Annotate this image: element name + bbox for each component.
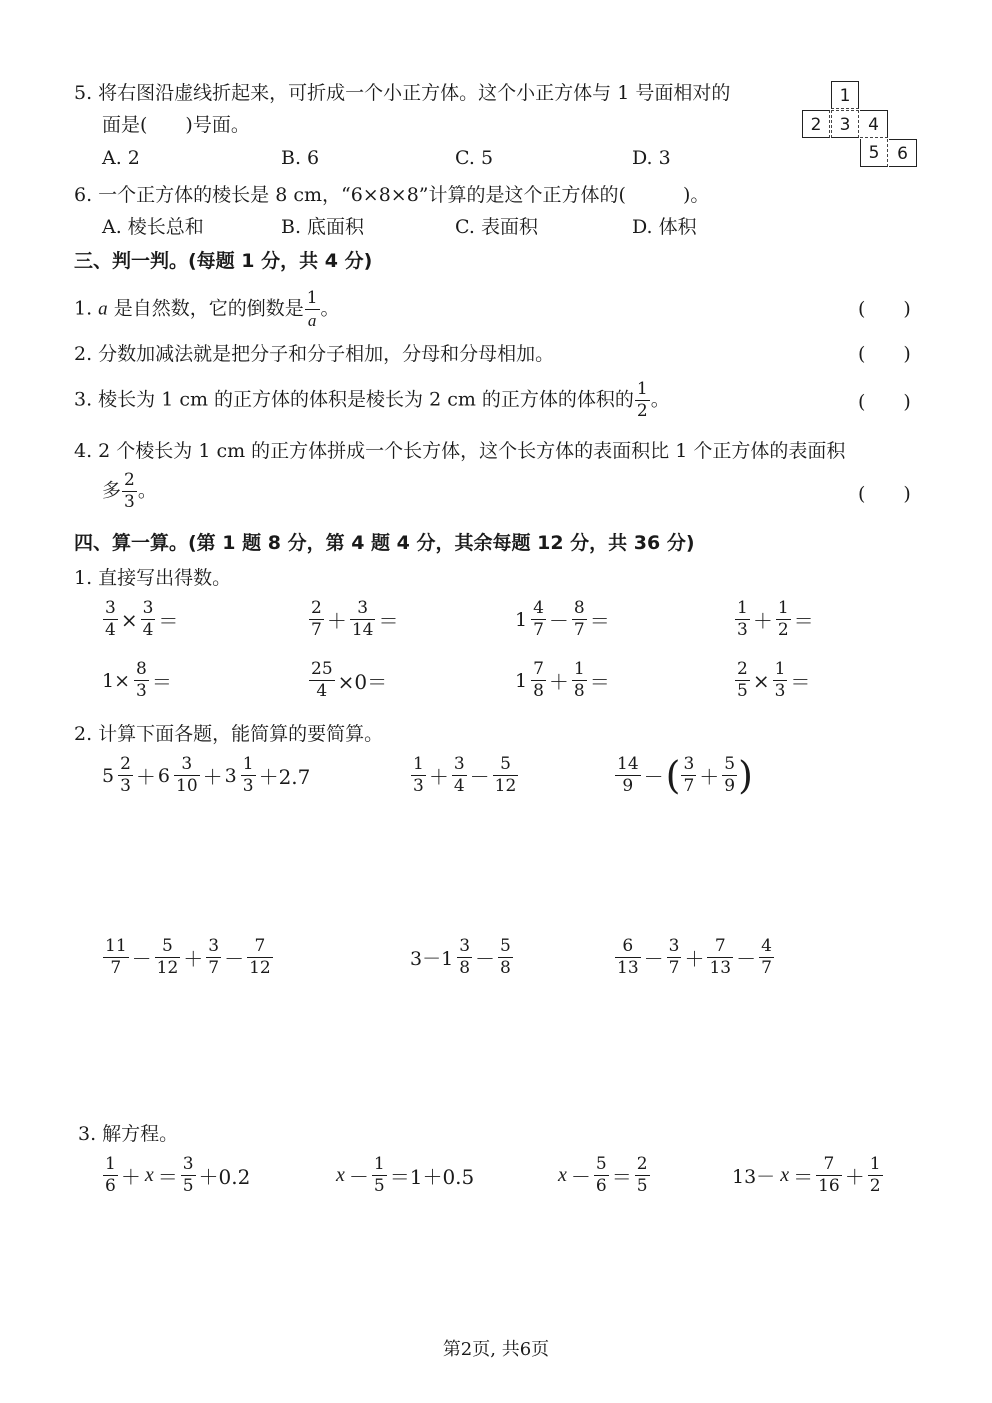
cube-net-figure bbox=[802, 81, 922, 169]
part1-title: 1. 直接写出得数。 bbox=[74, 567, 232, 589]
q6-line1: 6. 一个正方体的棱长是 8 cm，“6×8×8”计算的是这个正方体的( )。 bbox=[74, 184, 710, 206]
q5-option-c[interactable]: C. 5 bbox=[455, 147, 494, 169]
oral-calc-3: 1 $\frac{4}{7}$ － $\frac{8}{7}$ ＝ bbox=[515, 598, 610, 640]
oral-calc-5: 1× $\frac{8}{3}$ ＝ bbox=[102, 659, 172, 701]
judge-item-4-line1: 4. 2 个棱长为 1 cm 的正方体拼成一个长方体，这个长方体的表面积比 1 个正方体的表面积 bbox=[74, 440, 846, 462]
oral-calc-4: $\frac{1}{3}$ ＋ $\frac{1}{2}$ ＝ bbox=[737, 598, 814, 640]
oral-calc-7: 1 $\frac{7}{8}$ ＋ $\frac{1}{8}$ ＝ bbox=[515, 659, 610, 701]
judge-item-2: 2. 分数加减法就是把分子和分子相加，分母和分母相加。 bbox=[74, 343, 555, 365]
net-face-3: 3 bbox=[831, 110, 859, 138]
oral-calc-1: $\frac{3}{4}$ × $\frac{3}{4}$ ＝ bbox=[105, 598, 179, 640]
net-face-1: 1 bbox=[831, 81, 859, 109]
section3-title: 三、判一判。(每题 1 分，共 4 分) bbox=[74, 250, 373, 272]
judge-item-1: 1. a 是自然数，它的倒数是 $\frac{1}{a}$ 。 bbox=[74, 288, 340, 330]
net-face-4: 4 bbox=[860, 110, 888, 138]
calc-2-2: $\frac{1}{3}$ ＋ $\frac{3}{4}$ － $\frac{5}{12}$ bbox=[413, 754, 517, 796]
section4-title: 四、算一算。(第 1 题 8 分，第 4 题 4 分，其余每题 12 分，共 36 分) bbox=[74, 532, 695, 554]
fraction: $\frac{1}{a}$ bbox=[306, 288, 318, 330]
q5-line2: 面是( )号面。 bbox=[102, 114, 250, 136]
judge-blank-4[interactable]: ( ) bbox=[858, 483, 911, 505]
oral-calc-6: $\frac{25}{4}$ ×0＝ bbox=[311, 659, 388, 701]
q5-option-b[interactable]: B. 6 bbox=[281, 147, 320, 169]
judge-blank-2[interactable]: ( ) bbox=[858, 343, 911, 365]
judge-item-3: 3. 棱长为 1 cm 的正方体的体积是棱长为 2 cm 的正方体的体积的 $\frac{1}{2}$ 。 bbox=[74, 379, 670, 421]
part3-title: 3. 解方程。 bbox=[78, 1123, 179, 1145]
fraction: $\frac{2}{3}$ bbox=[124, 470, 135, 512]
calc-2-1: 5 $\frac{2}{3}$ ＋ 6 $\frac{3}{10}$ ＋ 3 $\frac{1}{3}$ ＋2.7 bbox=[102, 754, 311, 796]
judge-item-4-line2: 多 $\frac{2}{3}$ 。 bbox=[102, 470, 157, 512]
q6-option-c[interactable]: C. 表面积 bbox=[455, 216, 538, 238]
q5-option-a[interactable]: A. 2 bbox=[102, 147, 140, 169]
fraction: $\frac{1}{2}$ bbox=[636, 379, 648, 421]
judge-blank-1[interactable]: ( ) bbox=[858, 298, 911, 320]
q5-option-d[interactable]: D. 3 bbox=[632, 147, 671, 169]
calc-2-6: $\frac{6}{13}$ － $\frac{3}{7}$ ＋ $\frac{7}{13}$ － $\frac{4}{7}$ bbox=[617, 936, 772, 978]
calc-2-3: $\frac{14}{9}$ －( $\frac{3}{7}$ ＋ $\frac{5}{9}$ ) bbox=[617, 753, 753, 798]
q6-option-a[interactable]: A. 棱长总和 bbox=[102, 216, 204, 238]
calc-2-5: 3－1 $\frac{3}{8}$ － $\frac{5}{8}$ bbox=[410, 936, 511, 978]
q6-option-d[interactable]: D. 体积 bbox=[632, 216, 697, 238]
net-face-2: 2 bbox=[802, 110, 830, 138]
oral-calc-8: $\frac{2}{5}$ × $\frac{1}{3}$ ＝ bbox=[737, 659, 811, 701]
equation-3: x － $\frac{5}{6}$ ＝ $\frac{2}{5}$ bbox=[558, 1154, 648, 1196]
net-face-6: 6 bbox=[889, 139, 917, 167]
part2-title: 2. 计算下面各题，能简算的要简算。 bbox=[74, 723, 384, 745]
page-number-footer: 第2页, 共6页 bbox=[442, 1339, 550, 1360]
equation-1: $\frac{1}{6}$ ＋ x ＝ $\frac{3}{5}$ ＋0.2 bbox=[105, 1154, 251, 1196]
equation-2: x － $\frac{1}{5}$ ＝1＋0.5 bbox=[336, 1154, 475, 1196]
oral-calc-2: $\frac{2}{7}$ ＋ $\frac{3}{14}$ ＝ bbox=[311, 598, 399, 640]
calc-2-4: $\frac{11}{7}$ － $\frac{5}{12}$ ＋ $\frac{3}{7}$ － $\frac{7}{12}$ bbox=[105, 936, 271, 978]
equation-4: 13－ x ＝ $\frac{7}{16}$ ＋ $\frac{1}{2}$ bbox=[732, 1154, 881, 1196]
net-face-5: 5 bbox=[860, 139, 888, 167]
judge-blank-3[interactable]: ( ) bbox=[858, 391, 911, 413]
q5-line1: 5. 将右图沿虚线折起来，可折成一个小正方体。这个小正方体与 1 号面相对的 bbox=[74, 82, 731, 104]
q6-option-b[interactable]: B. 底面积 bbox=[281, 216, 365, 238]
